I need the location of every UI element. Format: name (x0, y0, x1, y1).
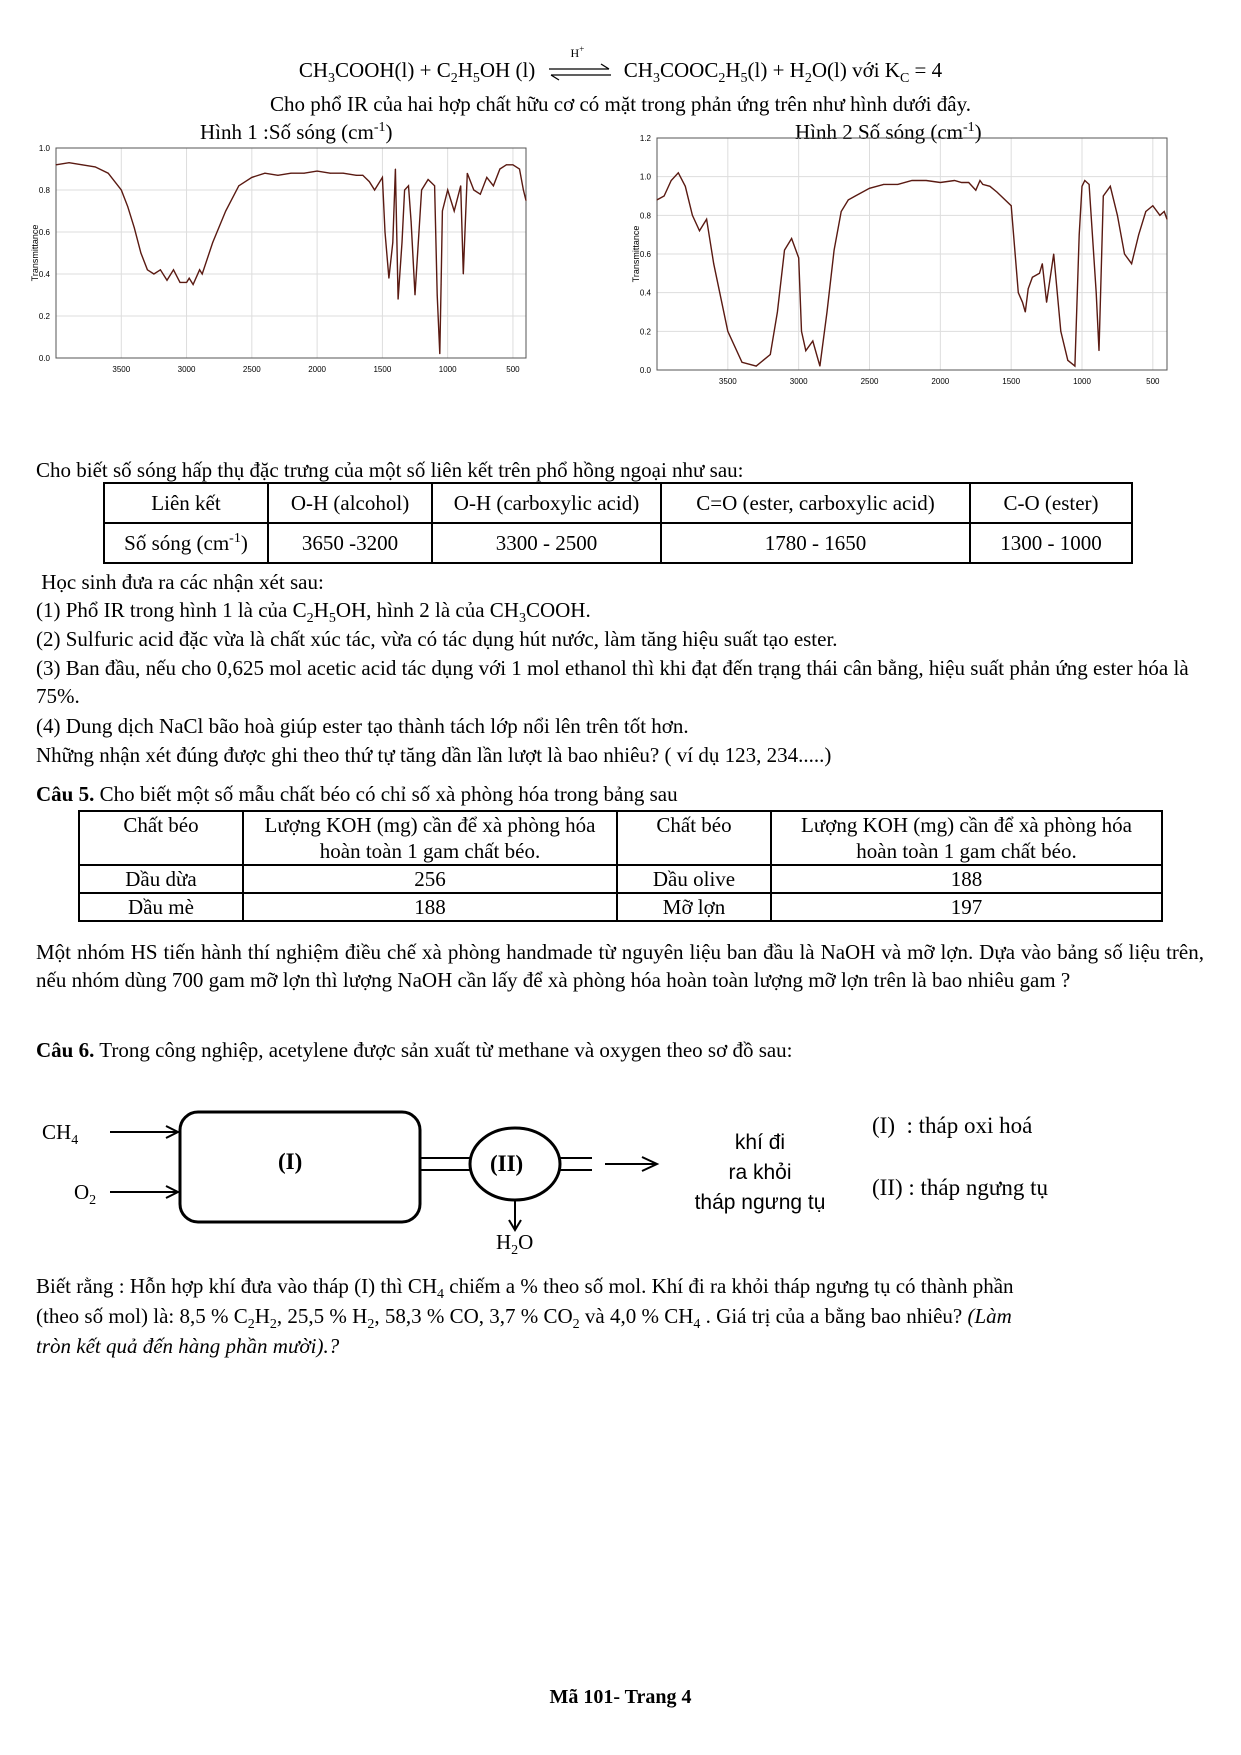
statement-1: (1) Phổ IR trong hình 1 là của $C_2H_5OH$, hình 2 là của $CH_3COOH$. (36, 598, 591, 627)
box-ii-label: (II) (490, 1151, 524, 1176)
spectrum-point (385, 232, 386, 233)
spectrum-point (968, 182, 969, 183)
spectrum-point (982, 184, 983, 185)
spectrum-point (678, 172, 679, 173)
spectrum-point (382, 177, 383, 178)
spectrum-point (486, 177, 487, 178)
y-tick-label: 0.8 (639, 211, 651, 221)
bond-value-3: 1300 - 1000 (970, 523, 1132, 563)
fat-header-3: Lượng KOH (mg) cần để xà phòng hóa hoàn toàn 1 gam chất béo. (771, 811, 1162, 865)
spectrum-point (980, 180, 981, 181)
output-h2o: $H_2O$ (496, 1230, 534, 1259)
spectrum-point (1117, 215, 1118, 216)
x-tick-label: 500 (1146, 377, 1160, 386)
statements-question: Những nhận xét đúng được ghi theo thứ tự tăng dần lần lượt là bao nhiêu? ( ví dụ 123, 234.....) (36, 743, 832, 767)
spectrum-point (441, 284, 442, 285)
spectrum-point (173, 269, 174, 270)
spectrum-point (434, 185, 435, 186)
spectrum-point (940, 182, 941, 183)
y-tick-label: 0.6 (38, 228, 50, 237)
fat-header-2: Chất béo (617, 811, 771, 865)
spectrum-point (897, 184, 898, 185)
spectrum-point (343, 173, 344, 174)
question-6-text-3: tròn kết quả đến hàng phần mười).? (36, 1334, 340, 1358)
legend-i: (I) : tháp oxi hoá (872, 1113, 1033, 1138)
spectrum-point (1053, 254, 1054, 255)
spectrum-point (1131, 263, 1132, 264)
spectrum-point (1074, 366, 1075, 367)
spectrum-point (153, 274, 154, 275)
y-tick-label: 0.6 (639, 250, 651, 259)
spectrum-point (812, 341, 813, 342)
spectrum-point (1099, 350, 1100, 351)
x-tick-label: 2000 (308, 365, 327, 374)
spectrum-point (997, 192, 998, 193)
fat-header-1: Lượng KOH (mg) cần để xà phòng hóa hoàn toàn 1 gam chất béo. (243, 811, 617, 865)
spectrum-point (657, 199, 658, 200)
spectrum-point (140, 253, 141, 254)
question-6-text-2: (theo số mol) là: 8,5 % $C_2H_2$, 25,5 % $H_2$, 58,3 % CO, 3,7 % $CO_2$ và 4,0 % $CH_4$ . Giá trị của a bằng bao nhiêu? (Làm (36, 1304, 1012, 1333)
spectrum-point (1152, 205, 1153, 206)
spectrum-point (506, 164, 507, 165)
input-ch4: $CH_4$ (42, 1120, 79, 1149)
spectrum-point (362, 175, 363, 176)
spectrum-point (95, 166, 96, 167)
fat-cell: Dầu dừa (79, 865, 243, 893)
fat-cell: Dầu mè (79, 893, 243, 921)
spectrum-point (212, 242, 213, 243)
spectrum-point (374, 190, 375, 191)
spectrum-point (480, 194, 481, 195)
spectrum-point (523, 190, 524, 191)
spectrum-point (869, 188, 870, 189)
spectrum-point (664, 196, 665, 197)
x-tick-label: 2000 (931, 377, 950, 386)
spectrum-point (519, 169, 520, 170)
spectrum-point (1110, 186, 1111, 187)
spectrum-point (1167, 219, 1168, 220)
spectrum-point (855, 196, 856, 197)
spectrum-point (317, 171, 318, 172)
x-tick-label: 1000 (1073, 377, 1091, 386)
input-o2: $O_2$ (74, 1180, 97, 1209)
question-5: Câu 5. Cho biết một số mẫu chất béo có chỉ số xà phòng hóa trong bảng sau (36, 782, 678, 806)
spectrum-point (791, 238, 792, 239)
question-5-text: Một nhóm HS tiến hành thí nghiệm điều chế xà phòng handmade từ nguyên liệu ban đầu là NaOH và mỡ lợn. Dựa vào bảng số liệu trên, nếu nhóm dùng 700 gam mỡ lợn thì lượng NaOH cần lấy để xà phòng hóa hoàn toàn lượng mỡ lợn trên là bao nhiêu gam ? (36, 940, 1204, 992)
bond-header-4: C-O (ester) (970, 483, 1132, 523)
spectrum-point (395, 169, 396, 170)
spectrum-point (1096, 292, 1097, 293)
bond-header-1: O-H (alcohol) (268, 483, 432, 523)
equilibrium-arrow: H+ (547, 62, 613, 82)
spectrum-point (193, 284, 194, 285)
spectrum-point (805, 350, 806, 351)
spectrum-point (225, 211, 226, 212)
spectrum-point (1011, 205, 1012, 206)
spectrum-point (463, 274, 464, 275)
spectrum-point (1025, 312, 1026, 313)
spectrum-point (166, 280, 167, 281)
statement-4: (4) Dung dịch NaCl bão hoà giúp ester tạo thành tách lớp nổi lên trên tốt hơn. (36, 714, 689, 738)
spectrum-point (1039, 273, 1040, 274)
spectrum-point (121, 190, 122, 191)
spectrum-point (437, 295, 438, 296)
reaction-equation (0, 44, 1241, 87)
equation-lhs: $CH_3COOH(l) + C_2H_5OH$ (l) (298, 58, 536, 87)
spectrum-point (699, 230, 700, 231)
spectrum-point (69, 162, 70, 163)
spectrum-point (954, 180, 955, 181)
process-diagram (30, 1100, 1210, 1259)
ir-chart-2 (615, 134, 1195, 418)
spectrum-point (439, 353, 440, 354)
spectrum-point (108, 173, 109, 174)
spectrum-point (841, 211, 842, 212)
y-tick-label: 0.8 (38, 186, 50, 195)
spectrum-point (713, 263, 714, 264)
spectrum-point (454, 211, 455, 212)
statement-2: (2) Sulfuric acid đặc vừa là chất xúc tác, vừa có tác dụng hút nước, làm tăng hiệu suất tạo ester. (36, 627, 838, 651)
spectrum-point (770, 354, 771, 355)
spectrum-point (1138, 234, 1139, 235)
spectrum-line (56, 163, 526, 354)
bond-table (103, 482, 1133, 564)
y-tick-label: 1.0 (639, 172, 651, 182)
spectrum-point (512, 164, 513, 165)
spectrum-point (82, 164, 83, 165)
spectrum-point (848, 199, 849, 200)
spectrum-point (180, 282, 181, 283)
x-tick-label: 3500 (112, 365, 131, 374)
figure1-title: Hình 1 :Số sóng $(cm^{-1})$ (200, 120, 393, 144)
fat-cell: Mỡ lợn (617, 893, 771, 921)
spectrum-point (671, 180, 672, 181)
spectrum-point (1084, 180, 1085, 181)
spectrum-point (777, 312, 778, 313)
spectrum-point (421, 190, 422, 191)
intro-text: Cho phổ IR của hai hợp chất hữu cơ có mặt trong phản ứng trên như hình dưới đây. (270, 92, 971, 116)
spectrum-point (356, 175, 357, 176)
spectrum-point (784, 250, 785, 251)
spectrum-point (369, 181, 370, 182)
bond-header-3: C=O (ester, carboxylic acid) (661, 483, 970, 523)
spectrum-point (392, 242, 393, 243)
spectrum-point (989, 186, 990, 187)
spectrum-point (526, 200, 527, 201)
box-i-label: (I) (278, 1149, 303, 1174)
spectrum-point (147, 269, 148, 270)
spectrum-point (975, 190, 976, 191)
spectrum-point (401, 242, 402, 243)
spectrum-line (657, 173, 1167, 366)
fat-cell: 188 (771, 865, 1162, 893)
y-tick-label: 0.0 (38, 354, 50, 363)
spectrum-point (798, 257, 799, 258)
spectrum-point (428, 179, 429, 180)
page-footer: Mã 101- Trang 4 (549, 1686, 692, 1708)
spectrum-point (1082, 186, 1083, 187)
spectrum-point (264, 173, 265, 174)
spectrum-point (56, 164, 57, 165)
spectrum-point (1159, 215, 1160, 216)
spectrum-point (186, 282, 187, 283)
y-tick-label: 1.2 (639, 134, 651, 143)
bond-row-label: Số sóng $(cm^{-1})$ (104, 523, 268, 563)
spectrum-point (277, 175, 278, 176)
bond-header-2: O-H (carboxylic acid) (432, 483, 661, 523)
y-tick-label: 0.4 (639, 288, 651, 298)
spectrum-point (1089, 184, 1090, 185)
spectrum-point (685, 186, 686, 187)
spectrum-point (408, 185, 409, 186)
spectrum-point (1060, 331, 1061, 332)
spectrum-point (1145, 211, 1146, 212)
spectrum-point (1103, 196, 1104, 197)
spectrum-point (442, 211, 443, 212)
x-tick-label: 1500 (373, 365, 392, 374)
spectrum-point (473, 190, 474, 191)
spectrum-point (238, 185, 239, 186)
spectrum-point (467, 173, 468, 174)
spectrum-point (1079, 234, 1080, 235)
spectrum-point (706, 219, 707, 220)
x-tick-label: 1000 (438, 365, 457, 374)
y-tick-label: 0.0 (639, 366, 651, 375)
spectrum-point (202, 274, 203, 275)
spectrum-point (1046, 302, 1047, 303)
spectrum-point (291, 173, 292, 174)
bond-intro: Cho biết số sóng hấp thụ đặc trưng của một số liên kết trên phổ hồng ngoại như sau: (36, 458, 744, 482)
spectrum-point (1028, 288, 1029, 289)
bond-value-2: 1780 - 1650 (661, 523, 970, 563)
spectrum-point (827, 312, 828, 313)
y-axis-label: Transmittance (631, 225, 641, 283)
statements-intro: Học sinh đưa ra các nhận xét sau: (36, 570, 324, 594)
plot-frame (56, 148, 526, 358)
spectrum-point (330, 173, 331, 174)
spectrum-point (499, 169, 500, 170)
spectrum-point (1022, 302, 1023, 303)
spectrum-point (160, 269, 161, 270)
spectrum-point (304, 173, 305, 174)
spectrum-point (1032, 277, 1033, 278)
fat-header-0: Chất béo (79, 811, 243, 865)
x-tick-label: 3000 (177, 365, 196, 374)
spectrum-point (134, 227, 135, 228)
spectrum-point (1067, 360, 1068, 361)
y-tick-label: 1.0 (38, 144, 50, 153)
y-tick-label: 0.2 (639, 327, 651, 337)
fat-table (78, 810, 1163, 922)
x-tick-label: 3000 (789, 377, 808, 386)
spectrum-point (127, 206, 128, 207)
bond-header-0: Liên kết (104, 483, 268, 523)
spectrum-point (756, 366, 757, 367)
spectrum-point (801, 331, 802, 332)
spectrum-point (912, 180, 913, 181)
spectrum-point (447, 190, 448, 191)
statement-3: (3) Ban đầu, nếu cho 0,625 mol acetic acid tác dụng với 1 mol ethanol thì khi đạt đến trạng thái cân bằng, hiệu suất phản ứng ester hóa là 75%. (36, 656, 1189, 708)
question-6-text-1: Biết rằng : Hỗn hợp khí đưa vào tháp (I) thì $CH_4$ chiếm a % theo số mol. Khí đi ra khỏi tháp ngưng tụ có thành phần (36, 1274, 1014, 1303)
spectrum-point (1124, 254, 1125, 255)
spectrum-point (460, 185, 461, 186)
spectrum-point (411, 221, 412, 222)
spectrum-point (251, 177, 252, 178)
spectrum-point (1018, 292, 1019, 293)
x-tick-label: 3500 (718, 377, 737, 386)
spectrum-point (493, 185, 494, 186)
figure2-title: Hình 2 Số sóng $(cm^{-1})$ (795, 120, 982, 144)
spectrum-point (404, 190, 405, 191)
spectrum-point (415, 295, 416, 296)
spectrum-point (819, 366, 820, 367)
spectrum-point (398, 299, 399, 300)
x-tick-label: 1500 (1002, 377, 1021, 386)
question-6: Câu 6. Trong công nghiệp, acetylene được sản xuất từ methane và oxygen theo sơ đồ sau: (36, 1038, 793, 1062)
spectrum-point (199, 269, 200, 270)
bond-value-0: 3650 -3200 (268, 523, 432, 563)
x-tick-label: 2500 (242, 365, 261, 374)
spectrum-point (727, 331, 728, 332)
fat-cell: 188 (243, 893, 617, 921)
bond-value-1: 3300 - 2500 (432, 523, 661, 563)
spectrum-point (388, 278, 389, 279)
spectrum-point (742, 362, 743, 363)
spectrum-point (961, 182, 962, 183)
fat-cell: Dầu olive (617, 865, 771, 893)
spectrum-point (189, 278, 190, 279)
spectrum-point (1164, 211, 1165, 212)
x-tick-label: 2500 (860, 377, 879, 386)
spectrum-point (926, 180, 927, 181)
y-axis-label: Transmittance (30, 224, 40, 282)
legend-ii: (II) : tháp ngưng tụ (872, 1175, 1048, 1200)
x-tick-label: 500 (506, 365, 520, 374)
y-tick-label: 0.4 (38, 270, 50, 279)
ir-chart-1 (30, 144, 560, 418)
equation-rhs: $CH_3COOC_2H_5(l) + H_2O(l)$ với $K_C = 4$ (623, 58, 943, 87)
y-tick-label: 0.2 (38, 312, 50, 321)
spectrum-point (692, 215, 693, 216)
spectrum-point (1042, 263, 1043, 264)
fat-cell: 197 (771, 893, 1162, 921)
fat-cell: 256 (243, 865, 617, 893)
output-gas-label: khí đi ra khỏi tháp ngưng tụ (694, 1131, 826, 1214)
spectrum-point (883, 184, 884, 185)
spectrum-point (834, 250, 835, 251)
